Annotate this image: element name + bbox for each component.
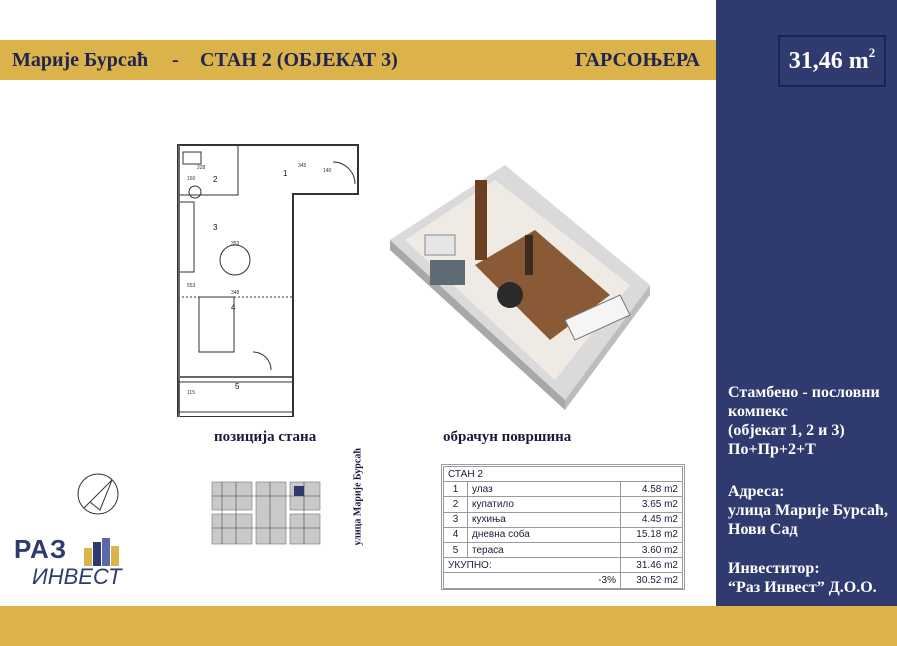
company-logo	[12, 534, 122, 594]
title-separator: -	[172, 49, 179, 71]
table-row	[444, 497, 683, 512]
address-line: улица Марије Бурсаћ,	[728, 502, 888, 519]
investor-title: Инвеститор:	[728, 560, 820, 577]
table-title: СТАН 2	[444, 467, 683, 482]
row-number: 1	[444, 482, 468, 497]
reduction-value: 30.52 m2	[621, 573, 683, 588]
investor-info	[728, 559, 877, 597]
row-name: тераса	[468, 542, 621, 557]
unit-type: ГАРСОЊЕРА	[575, 49, 700, 71]
dimension-label: 345	[298, 163, 307, 169]
dimension-label: 115	[187, 390, 195, 396]
footer-band	[0, 606, 897, 646]
table-row	[444, 527, 683, 542]
table-row	[444, 482, 683, 497]
complex-line: По+Пр+2+Т	[728, 441, 816, 458]
street-label-vertical: улица Марије Бурсаћ	[352, 448, 364, 546]
logo-text-invest: ИНВЕСТ	[32, 564, 122, 589]
row-number: 2	[444, 497, 468, 512]
address-info	[728, 482, 888, 539]
row-value: 3.65 m2	[621, 497, 683, 512]
dimension-label: 228	[197, 165, 206, 171]
position-label: позиција стана	[214, 429, 317, 445]
area-value: 31,46 m	[788, 47, 869, 74]
dimension-label: 140	[323, 168, 332, 174]
area-table	[443, 466, 683, 589]
address-title: Адреса:	[728, 483, 785, 500]
row-number: 3	[444, 512, 468, 527]
dimension-label: 348	[231, 290, 240, 296]
row-value: 3.60 m2	[621, 542, 683, 557]
room-number: 2	[213, 175, 218, 184]
table-total-row	[444, 558, 683, 573]
room-number: 4	[231, 303, 236, 312]
row-value: 4.45 m2	[621, 512, 683, 527]
site-position-plan	[208, 478, 326, 550]
unit-title: СТАН 2 (ОБЈЕКАТ 3)	[200, 49, 398, 71]
isometric-render	[385, 145, 655, 410]
dimension-label: 353	[231, 241, 240, 247]
row-number: 4	[444, 527, 468, 542]
total-area-badge	[778, 35, 886, 87]
row-value: 15.18 m2	[621, 527, 683, 542]
row-name: улаз	[468, 482, 621, 497]
area-unit-sup: 2	[868, 45, 876, 60]
floor-plan	[173, 142, 360, 417]
row-name: кухиња	[468, 512, 621, 527]
complex-line: компекс	[728, 403, 788, 420]
complex-line: Стамбено - пословни	[728, 384, 880, 401]
north-arrow-icon	[76, 472, 120, 516]
row-name: купатило	[468, 497, 621, 512]
calculation-label: обрачун површина	[443, 429, 572, 445]
room-number: 1	[283, 169, 288, 178]
address-line: Нови Сад	[728, 521, 798, 538]
room-number: 3	[213, 223, 218, 232]
row-name: дневна соба	[468, 527, 621, 542]
street-title: Марије Бурсаћ	[12, 49, 149, 71]
logo-buildings-icon	[84, 538, 120, 566]
table-row	[444, 542, 683, 557]
row-number: 5	[444, 542, 468, 557]
logo-text-raz: РАЗ	[14, 534, 68, 564]
complex-info	[728, 383, 880, 459]
dimension-label: 553	[187, 283, 196, 289]
table-reduction-row	[444, 573, 683, 588]
investor-name: “Раз Инвест” Д.О.О.	[728, 579, 877, 596]
complex-line: (објекат 1, 2 и 3)	[728, 422, 845, 439]
dimension-label: 160	[187, 176, 196, 182]
total-label: УКУПНО:	[444, 558, 621, 573]
table-title-row	[444, 467, 683, 482]
table-row	[444, 512, 683, 527]
room-number: 5	[235, 382, 240, 391]
total-value: 31.46 m2	[621, 558, 683, 573]
row-value: 4.58 m2	[621, 482, 683, 497]
reduction-label: -3%	[444, 573, 621, 588]
